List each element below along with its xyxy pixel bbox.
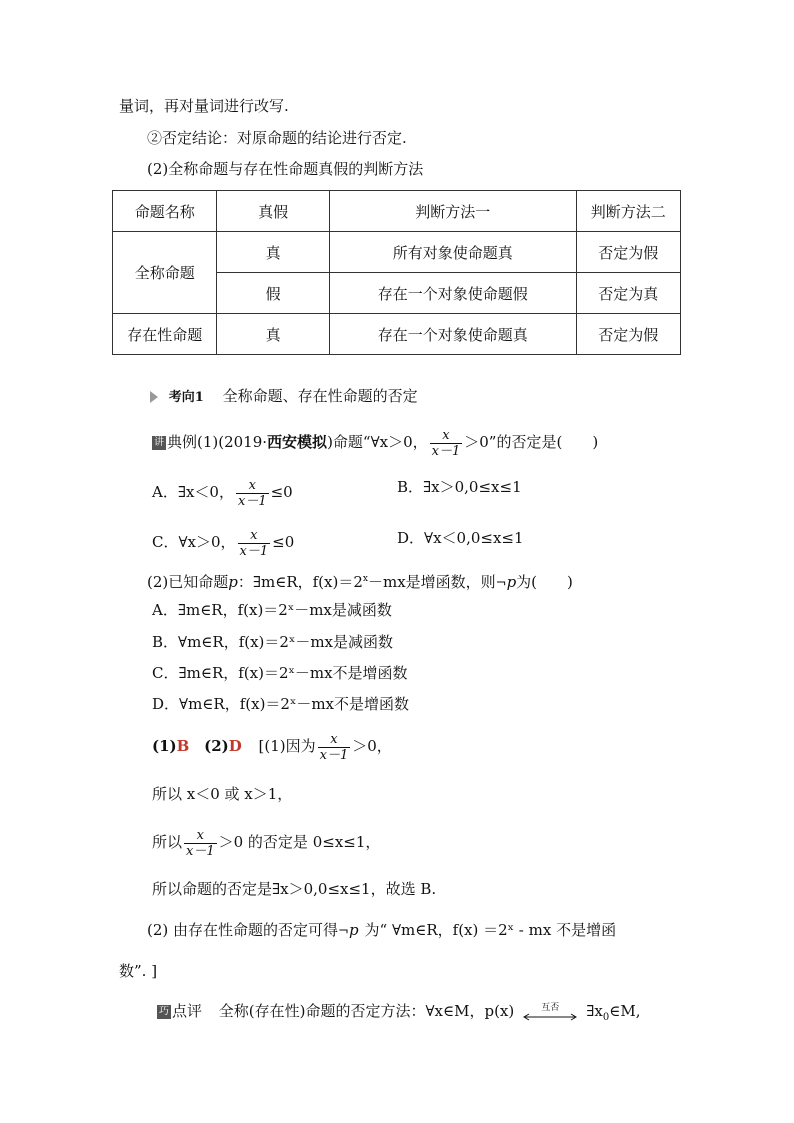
var-p: p — [506, 573, 517, 591]
answer-line-3 — [152, 826, 380, 859]
answer-value: D — [228, 737, 242, 755]
var-p: p — [228, 573, 238, 591]
example-1-source: 西安模拟 — [267, 433, 328, 451]
fraction — [318, 732, 351, 763]
fraction-denominator: x－1 — [431, 443, 461, 459]
comment-text-post: ∃x — [586, 1002, 603, 1020]
answer-line-5-pre: (2) 由存在性命题的否定可得 — [147, 921, 339, 939]
triangle-bullet-icon — [150, 391, 158, 403]
table-cell: 假 — [217, 273, 329, 314]
answer-line-1 — [152, 730, 392, 763]
fraction-numerator: x — [250, 527, 258, 543]
answer-line-5 — [147, 920, 616, 942]
judgment-table — [112, 190, 681, 355]
example-2-post: －mx是增函数，则 — [367, 573, 496, 591]
example-1-mid: )命题“∀x＞0， — [327, 433, 428, 451]
answer-line-4: 所以命题的否定是∃x＞0,0≤x≤1，故选 B. — [152, 880, 437, 898]
option-A — [152, 476, 293, 509]
option-C-text: C．∀x＞0， — [152, 533, 236, 551]
text-line-1: 量词，再对量词进行改写. — [119, 97, 289, 115]
fraction — [236, 478, 269, 509]
section-heading — [150, 386, 418, 408]
badge-icon: 讲 — [154, 437, 164, 448]
fraction-denominator: x－1 — [319, 747, 349, 763]
table-cell: 全称命题 — [113, 232, 217, 314]
option-2-D: D．∀m∈R，f(x)＝2ˣ－mx不是增函数 — [152, 695, 410, 713]
table-cell: 存在性命题 — [113, 314, 217, 355]
answer-line-3-post: ＞0 的否定是 0≤x≤1， — [218, 833, 381, 851]
fraction — [184, 828, 217, 859]
table-heading: (2)全称命题与存在性命题真假的判断方法 — [147, 160, 424, 178]
table-cell: 真 — [217, 314, 329, 355]
fraction-denominator: x－1 — [237, 493, 267, 509]
comment-text: 全称(存在性)命题的否定方法：∀x∈M，p(x) — [218, 1002, 515, 1020]
option-A-text: A．∃x＜0， — [152, 483, 234, 501]
negation-symbol: ¬ — [338, 924, 349, 939]
section-tag: 考向1 — [168, 390, 204, 405]
answer-value: B — [176, 737, 190, 755]
table-header-cell: 命题名称 — [113, 191, 217, 232]
answer-line-2: 所以 x＜0 或 x＞1， — [152, 785, 293, 803]
example-1-suffix: ＞0”的否定是( ) — [464, 433, 599, 451]
option-A-tail: ≤0 — [270, 483, 293, 501]
example-2-stem — [147, 569, 573, 594]
option-2-C: C．∃m∈R，f(x)＝2ˣ－mx不是增函数 — [152, 664, 408, 682]
fraction — [430, 428, 463, 459]
option-2-A: A．∃m∈R，f(x)＝2ˣ－mx是减函数 — [152, 601, 392, 619]
double-arrow-icon — [520, 1003, 580, 1021]
fraction-numerator: x — [196, 827, 204, 843]
fraction — [238, 528, 271, 559]
table-header-cell: 判断方法一 — [329, 191, 576, 232]
example-2-pre: (2)已知命题 — [147, 573, 229, 591]
fraction-numerator: x — [330, 731, 338, 747]
section-title: 全称命题、存在性命题的否定 — [222, 387, 418, 405]
option-C-tail: ≤0 — [272, 533, 295, 551]
table-header-row — [113, 191, 681, 232]
table-header-cell: 真假 — [217, 191, 329, 232]
example-1-prefix: 典例(1)(2019· — [167, 433, 268, 451]
negation-symbol: ¬ — [495, 576, 507, 591]
arrow-label: 互否 — [541, 1003, 560, 1013]
table-cell: 否定为假 — [576, 314, 680, 355]
example-1-stem — [152, 426, 598, 459]
answer-gt0: ＞0， — [352, 737, 392, 755]
table-header-cell: 判断方法二 — [576, 191, 680, 232]
var-p: p — [348, 921, 359, 939]
answer-line-5-post: 为“ ∀m∈R，f(x) ＝2ˣ - mx 不是增函 — [364, 921, 617, 939]
text-line-2: ②否定结论：对原命题的结论进行否定. — [147, 129, 407, 147]
answer-start: [(1)因为 — [258, 737, 316, 755]
table-cell: 存在一个对象使命题假 — [329, 273, 576, 314]
example-2-tail: 为( ) — [516, 573, 573, 591]
option-C — [152, 526, 294, 559]
answer-label: (1) — [152, 737, 177, 755]
subscript: 0 — [602, 1012, 610, 1023]
answer-line-3-pre: 所以 — [152, 833, 183, 851]
fraction-numerator: x — [442, 427, 450, 443]
answer-line-6: 数”. ] — [119, 962, 158, 980]
comment-tail: ∈M, — [609, 1002, 641, 1020]
option-D: D．∀x＜0,0≤x≤1 — [397, 529, 524, 547]
option-2-B: B．∀m∈R，f(x)＝2ˣ－mx是减函数 — [152, 633, 393, 651]
table-row — [113, 232, 681, 273]
example-2-mid: ：∃m∈R，f(x)＝2 — [237, 573, 363, 591]
option-B: B．∃x＞0,0≤x≤1 — [397, 478, 522, 496]
table-cell: 所有对象使命题真 — [329, 232, 576, 273]
comment-label: 点评 — [172, 1002, 203, 1020]
fraction-denominator: x－1 — [239, 543, 269, 559]
comment-line — [157, 996, 640, 1033]
table-row — [113, 314, 681, 355]
fraction-numerator: x — [248, 477, 256, 493]
badge-icon: 巧 — [159, 1006, 169, 1017]
answer-label: (2) — [204, 737, 229, 755]
fraction-denominator: x－1 — [186, 843, 215, 859]
table-cell: 否定为真 — [576, 273, 680, 314]
table-cell: 存在一个对象使命题真 — [329, 314, 576, 355]
table-cell: 真 — [217, 232, 329, 273]
table-cell: 否定为假 — [576, 232, 680, 273]
superscript: x — [362, 574, 368, 584]
